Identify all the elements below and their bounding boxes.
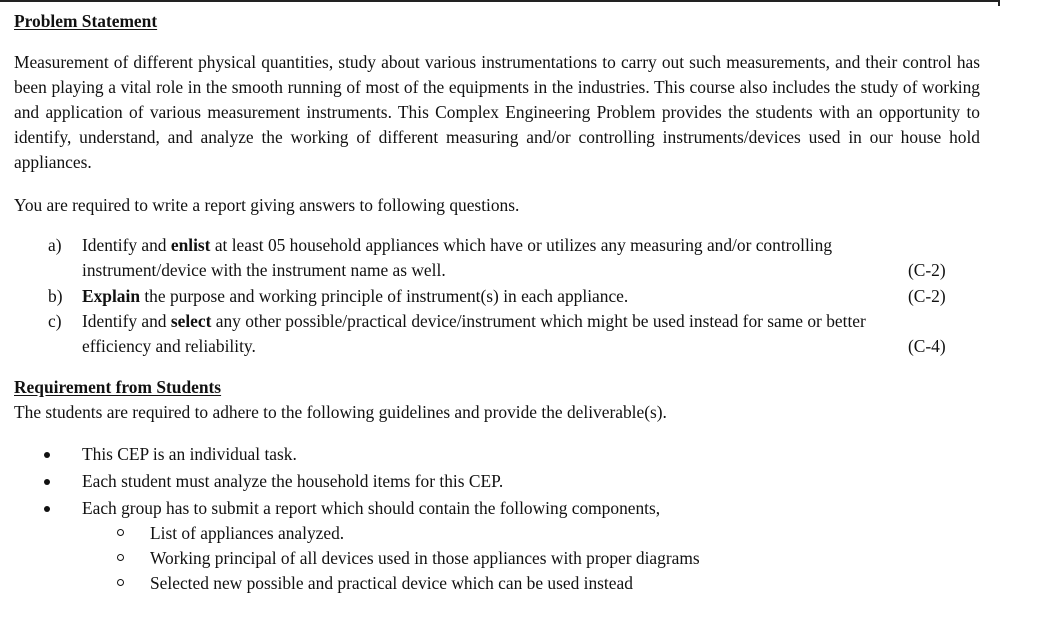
requirements-intro: The students are required to adhere to the following guidelines and provide the deliverable(s). [14, 402, 667, 422]
sub-bullet-circle [117, 579, 124, 586]
question-a-label: a) [48, 235, 62, 255]
top-border-corner [998, 0, 1000, 6]
instruction-text: You are required to write a report giving answers to following questions. [14, 195, 520, 215]
question-c-continuation: efficiency and reliability. [82, 336, 256, 356]
question-b-text [82, 284, 628, 309]
sub-bullet-item: Selected new possible and practical device which can be used instead [150, 573, 633, 593]
question-c-text [82, 309, 980, 334]
sub-bullet-circle [117, 529, 124, 536]
question-a-continuation: instrument/device with the instrument name as well. [82, 260, 446, 280]
question-b-code: (C-2) [908, 286, 946, 306]
bullet-item: This CEP is an individual task. [82, 444, 297, 464]
requirements-heading: Requirement from Students [14, 377, 222, 397]
sub-bullet-circle [117, 554, 124, 561]
bullet-item: Each group has to submit a report which should contain the following components, [82, 498, 661, 518]
sub-bullet-item: Working principal of all devices used in those appliances with proper diagrams [150, 548, 700, 568]
question-c-label: c) [48, 311, 62, 331]
question-a-text [82, 233, 980, 258]
question-b-label: b) [48, 286, 63, 306]
bullet-item: Each student must analyze the household items for this CEP. [82, 471, 504, 491]
question-c-code: (C-4) [908, 336, 946, 356]
question-b-text-post: the purpose and working principle of instrument(s) in each appliance. [140, 286, 629, 306]
question-c-text-pre: Identify and [82, 311, 171, 331]
question-b-keyword: Explain [82, 286, 140, 306]
problem-statement-paragraph: Measurement of different physical quantities, study about various instrumentations to carry out such measurements, and their control has been playing a vital role in the smooth running of most of the equipments in the industries. This course also includes the study of working and application of various measurement instruments. This Complex Engineering Problem provides the students with an opportunity to identify, understand, and analyze the working of different measuring and/or controlling instruments/devices used in our house hold appliances. [14, 52, 980, 172]
problem-statement-heading: Problem Statement [14, 11, 158, 31]
question-a-code: (C-2) [908, 260, 946, 280]
question-a-text-pre: Identify and [82, 235, 171, 255]
question-c-text-post: any other possible/practical device/instrument which might be used instead for same or better [211, 311, 866, 331]
question-a-keyword: enlist [170, 235, 211, 255]
top-border-line [0, 0, 1000, 2]
bullet-dot [44, 479, 50, 485]
bullet-dot [44, 452, 50, 458]
question-a-text-post: at least 05 household appliances which have or utilizes any measuring and/or controlling [210, 235, 833, 255]
question-c-keyword: select [170, 311, 212, 331]
bullet-dot [44, 506, 50, 512]
sub-bullet-item: List of appliances analyzed. [150, 523, 345, 543]
